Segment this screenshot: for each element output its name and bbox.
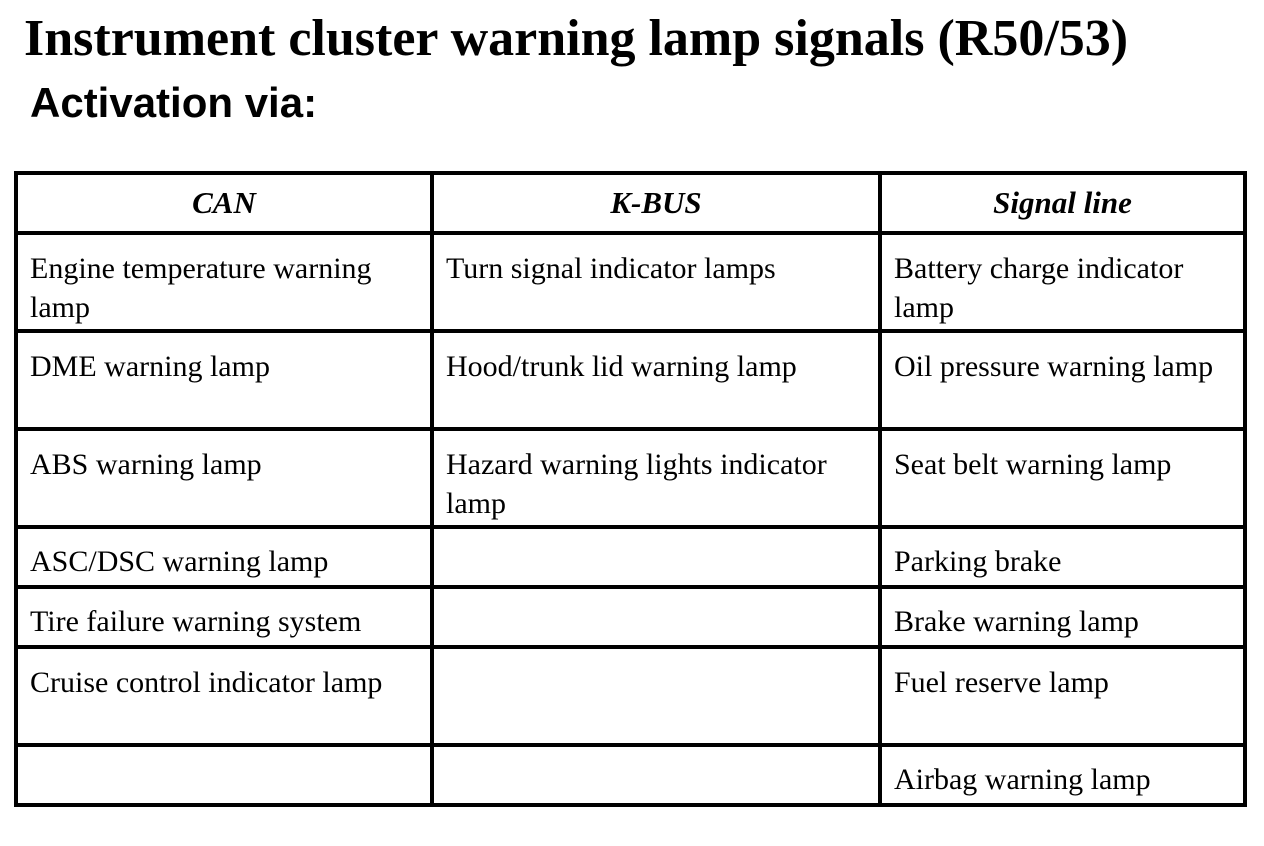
- cell-text: DME warning lamp: [30, 350, 270, 383]
- table-cell: [16, 647, 432, 745]
- table-row: [16, 587, 1245, 647]
- table-cell: [16, 527, 432, 587]
- cell-text: Brake warning lamp: [894, 605, 1139, 638]
- cell-text: Battery charge indicator lamp: [894, 252, 1184, 324]
- table-row: [16, 647, 1245, 745]
- cell-text: Cruise control indicator lamp: [30, 666, 383, 699]
- cell-text: Tire failure warning system: [30, 605, 362, 638]
- table-header-row: [16, 173, 1245, 233]
- cell-text: Engine temperature warning lamp: [30, 252, 372, 324]
- cell-text: ASC/DSC warning lamp: [30, 545, 329, 578]
- table-cell: [16, 745, 432, 805]
- column-header-can: CAN: [16, 173, 432, 233]
- warning-lamp-table: [14, 171, 1247, 807]
- page-subtitle: Activation via:: [30, 79, 318, 126]
- table-cell: [432, 647, 880, 745]
- cell-text: [434, 747, 878, 803]
- cell-text: Hazard warning lights indicator lamp: [446, 448, 827, 520]
- cell-text: Fuel reserve lamp: [894, 666, 1109, 699]
- table-row: [16, 429, 1245, 527]
- table-cell: [432, 587, 880, 647]
- table-cell: [880, 647, 1245, 745]
- table-cell: [880, 331, 1245, 429]
- table-cell: [880, 587, 1245, 647]
- column-header-signal-line: Signal line: [880, 173, 1245, 233]
- table-cell: [880, 233, 1245, 331]
- table-cell: [16, 587, 432, 647]
- column-header-k-bus: K-BUS: [432, 173, 880, 233]
- table-cell: [432, 745, 880, 805]
- cell-text: [434, 589, 878, 645]
- table-row: [16, 233, 1245, 331]
- table-cell: [16, 331, 432, 429]
- table-cell: [880, 429, 1245, 527]
- cell-text: Seat belt warning lamp: [894, 448, 1172, 481]
- cell-text: Parking brake: [894, 545, 1062, 578]
- table-cell: [880, 527, 1245, 587]
- table-cell: [16, 233, 432, 331]
- cell-text: [434, 649, 878, 743]
- cell-text: [18, 747, 430, 803]
- table-cell: [16, 429, 432, 527]
- table-cell: [432, 331, 880, 429]
- table-row: [16, 527, 1245, 587]
- page-title: Instrument cluster warning lamp signals (R50/53): [24, 10, 1129, 67]
- table-cell: [432, 233, 880, 331]
- table-cell: [880, 745, 1245, 805]
- table-cell: [432, 429, 880, 527]
- table-row: [16, 331, 1245, 429]
- cell-text: [434, 529, 878, 585]
- cell-text: Turn signal indicator lamps: [446, 252, 776, 285]
- table-cell: [432, 527, 880, 587]
- table-row: [16, 745, 1245, 805]
- cell-text: ABS warning lamp: [30, 448, 262, 481]
- cell-text: Oil pressure warning lamp: [894, 350, 1214, 383]
- cell-text: Airbag warning lamp: [894, 763, 1151, 796]
- cell-text: Hood/trunk lid warning lamp: [446, 350, 797, 383]
